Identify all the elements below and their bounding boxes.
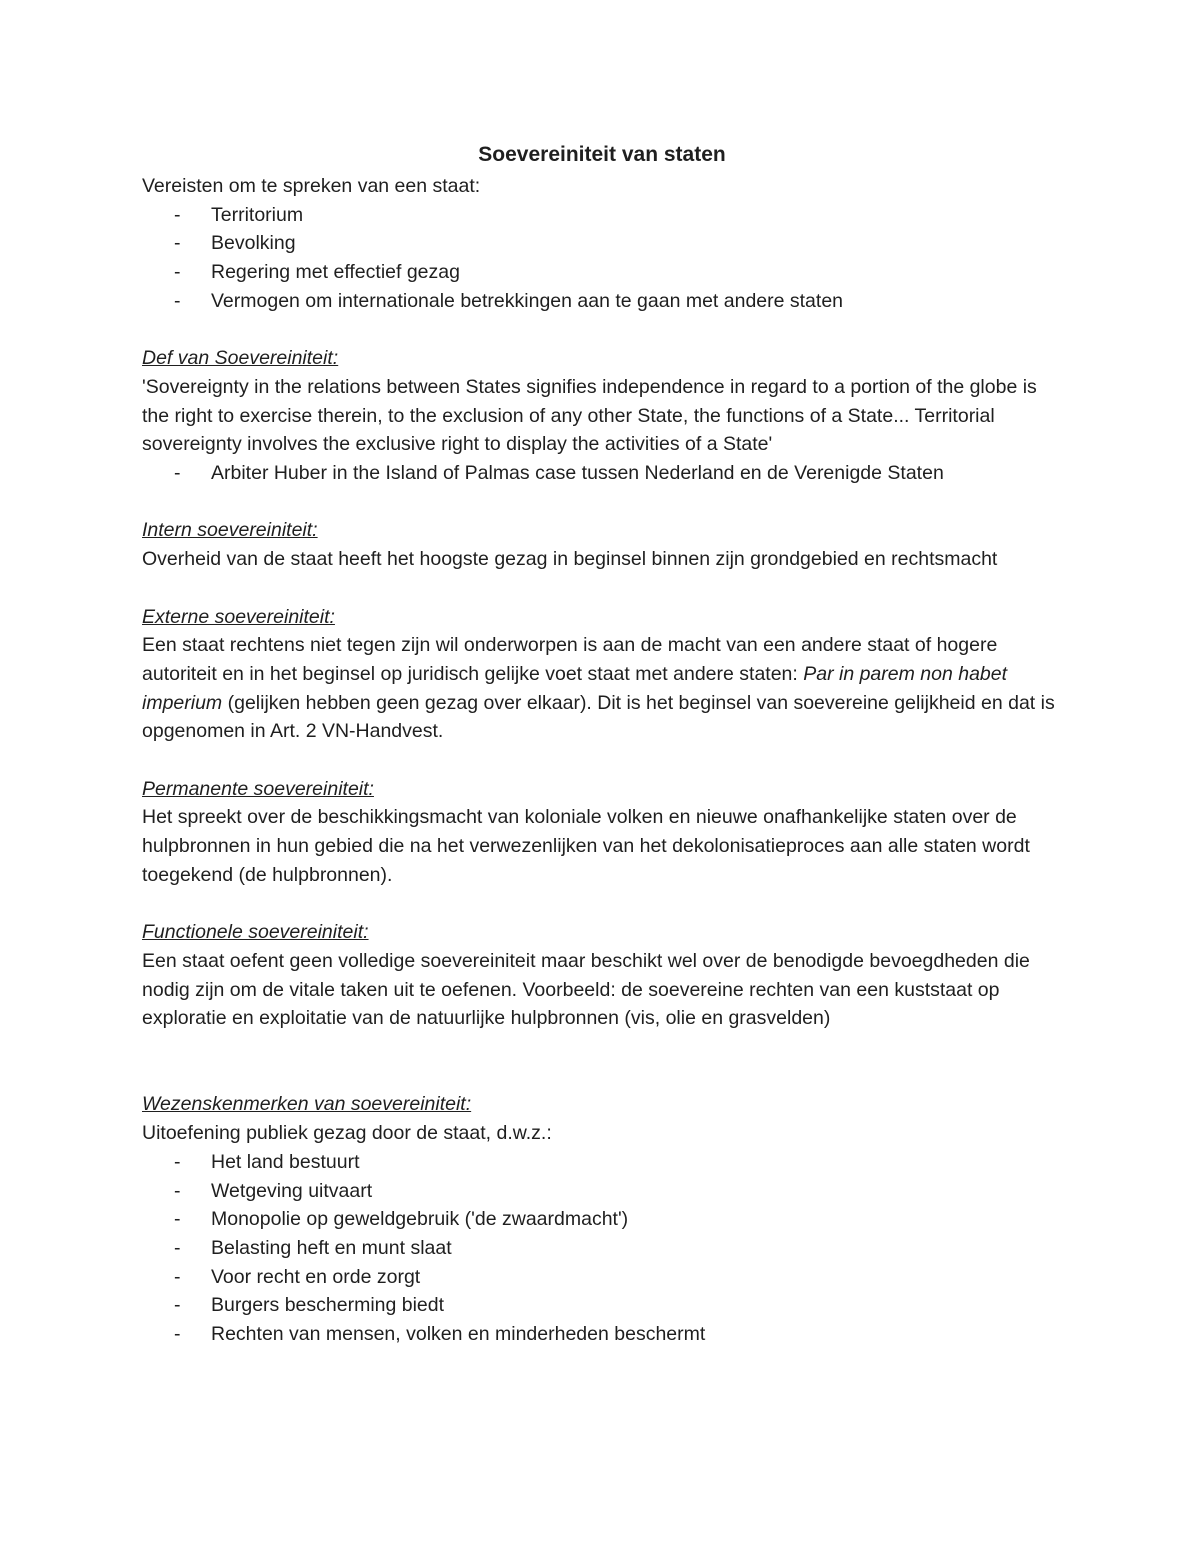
definition-heading: Def van Soevereiniteit: [142, 347, 339, 370]
intern-heading: Intern soevereiniteit: [142, 519, 318, 542]
characteristics-heading: Wezenskenmerken van soevereiniteit: [142, 1093, 472, 1116]
definition-quote: 'Sovereignty in the relations between States signifies independence in regard to a portion of the globe is the right to exercise therein, to the exclusion of any other State, the functions of a State... Territorial sovereignty involves the exclusive right to display the activities of a State' [142, 375, 1037, 456]
dash-bullet: - [174, 261, 181, 284]
requirements-intro: Vereisten om te spreken van een staat: [142, 175, 481, 197]
spacer [142, 488, 1062, 517]
permanent-text: Het spreekt over de beschikkingsmacht van koloniale volken en nieuwe onafhankelijke staten over de hulpbronnen in hun gebied die na het verwezenlijken van het dekolonisatieproces aan alle staten wordt toegekend (de hulpbronnen). [142, 806, 1030, 886]
dash-bullet: - [174, 1294, 181, 1317]
extern-text: Een staat rechtens niet tegen zijn wil onderworpen is aan de macht van een andere staat of hogere autoriteit en in het beginsel op juridisch gelijke voet staat met andere staten: Par in parem non habet imperium (gelijken hebben geen gezag over elkaar). Dit is het beginsel van soevereine gelijkheid en dat is opgenomen in Art. 2 VN-Handvest. [142, 634, 1055, 743]
list-item: - Bevolking [142, 229, 1062, 258]
functional-heading: Functionele soevereiniteit: [142, 921, 369, 944]
latin-maxim: Par in parem non habet imperium [142, 662, 1008, 714]
characteristics-list [142, 1148, 1062, 1349]
list-item: - Monopolie op geweldgebruik ('de zwaardmacht') [142, 1205, 1062, 1234]
dash-bullet: - [174, 1265, 181, 1288]
definition-list [142, 459, 1062, 488]
list-item: - Belasting heft en munt slaat [142, 1234, 1062, 1263]
dash-bullet: - [174, 289, 181, 312]
list-item: - Rechten van mensen, volken en minderheden beschermt [142, 1320, 1062, 1349]
list-item: - Territorium [142, 201, 1062, 230]
list-item: - Het land bestuurt [142, 1148, 1062, 1177]
dash-bullet: - [174, 1179, 181, 1202]
dash-bullet: - [174, 1236, 181, 1259]
document-title: Soevereiniteit van staten [478, 143, 726, 166]
dash-bullet: - [174, 1208, 181, 1231]
dash-bullet: - [174, 462, 181, 485]
document-page [142, 140, 1062, 1349]
functional-text: Een staat oefent geen volledige soevereiniteit maar beschikt wel over de benodigde bevoegdheden die nodig zijn om de vitale taken uit te oefenen. Voorbeeld: de soevereine rechten van een kuststaat op exploratie en exploitatie van de natuurlijke hulpbronnen (vis, olie en grasvelden) [142, 949, 1030, 1030]
dash-bullet: - [174, 232, 181, 255]
list-item: - Regering met effectief gezag [142, 258, 1062, 287]
dash-bullet: - [174, 203, 181, 226]
list-item: - Burgers bescherming biedt [142, 1291, 1062, 1320]
list-item: - Vermogen om internationale betrekkingen aan te gaan met andere staten [142, 287, 1062, 316]
extern-heading: Externe soevereiniteit: [142, 605, 335, 628]
spacer [142, 746, 1062, 775]
spacer [142, 1033, 1062, 1090]
list-item: - Wetgeving uitvaart [142, 1177, 1062, 1206]
list-item: - Arbiter Huber in the Island of Palmas case tussen Nederland en de Verenigde Staten [142, 459, 1062, 488]
permanent-heading: Permanente soevereiniteit: [142, 777, 374, 800]
characteristics-intro: Uitoefening publiek gezag door de staat, d.w.z.: [142, 1122, 552, 1145]
spacer [142, 574, 1062, 603]
spacer [142, 316, 1062, 345]
intern-text: Overheid van de staat heeft het hoogste gezag in beginsel binnen zijn grondgebied en rechtsmacht [142, 548, 998, 571]
dash-bullet: - [174, 1150, 181, 1173]
requirements-list [142, 201, 1062, 316]
dash-bullet: - [174, 1323, 181, 1346]
spacer [142, 890, 1062, 919]
list-item: - Voor recht en orde zorgt [142, 1263, 1062, 1292]
